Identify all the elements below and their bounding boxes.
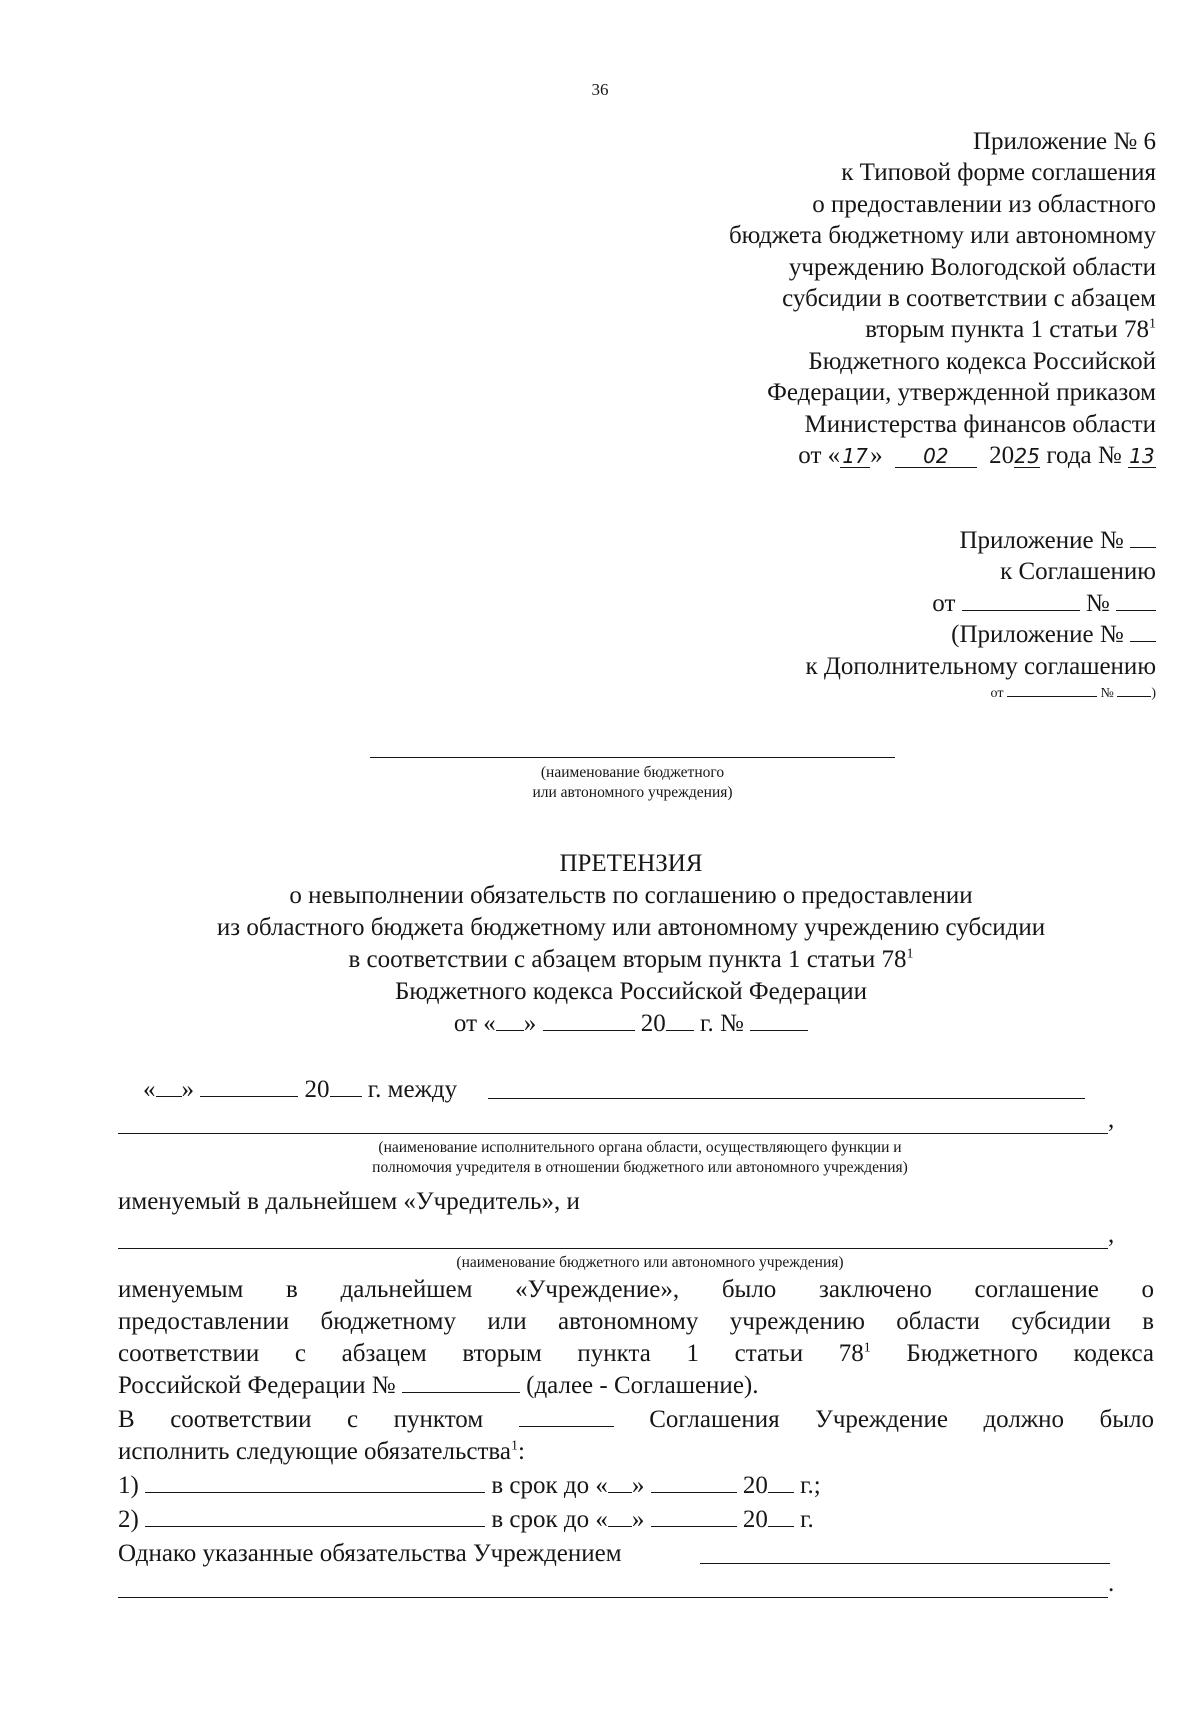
body-line: « » 20 г. между	[143, 1076, 458, 1103]
page-number: 36	[591, 80, 609, 99]
body-line: исполнить следующие обязательства$^1$:	[118, 1438, 525, 1465]
appendix-date-line: от « 17» 02 2025 года № 13	[798, 442, 1155, 470]
document-page: 36 Приложение № 6 к Типовой форме соглашения о предоставлении из областного бюджета бюджетному или автономному учреждению Вологодской области субсидии в соответствии с абзацем вторым пункта 1 статьи $78^1$ Бюджетного кодекса Российской Федерации, утвержденной приказом Министерства финансов области от « 17» 02 2025 года № 13 Приложение № к Соглашению от № (Приложение № к Дополнительному соглашению от № ) (наименование бюджетного или автономного учреждения) ПРЕТЕНЗИЯ о невыполнении обязательств по соглашению о предоставлении из областного бюджета бюджетному или автономному учреждению субсидии в соответствии с абзацем вторым пункта 1 статьи $78^1$ Бюджетного кодекса Российской Федерации от « » 20 г. № « » 20 г. между , (наименование исполнительного органа области, осуществляющего функции и полномочия учредителя в отношении бюджетного или автономного учреждения) именуемый в дальнейшем «Учредитель», и , (наименование бюджетного или автономного учреждения) именуемым в дальнейшем «Учреждение», было заключено соглашение о предоставлении бюджетному или автономному учреждению области субсидии в соответствии с абзацем вторым пункта 1 статьи $78^1$ Бюджетного кодекса Российской Федерации № (далее - Соглашение). В соответствии с пунктом Соглашения Учреждение должно было исполнить следующие обязательства$^1$: 1) в срок до « » 20 г.; 2) в срок до « » 20 г. Однако указанные обязательства Учреждением .	[0, 0, 1200, 1722]
institution-name-line	[370, 757, 895, 758]
party-name-line	[488, 1098, 1085, 1099]
blank-field	[330, 1076, 362, 1097]
body-line: именуемым в дальнейшем «Учреждение», было заключено соглашение о	[118, 1276, 1154, 1303]
body-line: Российской Федерации № (далее - Соглашение).	[118, 1372, 759, 1399]
blank-field	[402, 1372, 520, 1393]
title-line: в соответствии с абзацем вторым пункта 1 статьи $78^1$	[348, 946, 914, 973]
blank-field	[651, 1506, 737, 1527]
agreement-header: Приложение № к Соглашению от № (Приложение № к Дополнительному соглашению от № )	[805, 527, 1156, 702]
blank-field	[118, 1597, 1108, 1598]
blank-field	[750, 1010, 808, 1031]
blank-field	[651, 1472, 737, 1493]
blank-field	[200, 1076, 298, 1097]
body-line: соответствии с абзацем вторым пункта 1 статьи $78^1$ Бюджетного кодекса	[118, 1340, 1155, 1367]
title-line: Бюджетного кодекса Российской Федерации	[395, 978, 867, 1005]
blank-field	[156, 1076, 182, 1097]
title-line: о невыполнении обязательств по соглашению о предоставлении	[289, 882, 973, 909]
appendix-line: Бюджетного кодекса Российской	[808, 347, 1156, 375]
obligation-item: 2) в срок до « » 20 г.	[118, 1506, 814, 1533]
handwritten-day: 17	[840, 445, 870, 468]
appendix-line: учреждению Вологодской области	[788, 253, 1156, 281]
blank-field	[962, 590, 1080, 611]
appendix-line: вторым пункта 1 статьи $78^1$	[865, 316, 1156, 344]
blank-field	[608, 1472, 632, 1493]
body-line: В соответствии с пунктом Соглашения Учреждение должно было	[118, 1406, 1155, 1433]
blank-field	[543, 1010, 635, 1031]
party-name-line	[118, 1133, 1108, 1134]
blank-field	[768, 1506, 794, 1527]
blank-field	[519, 1406, 614, 1427]
appendix-line: субсидии в соответствии с абзацем	[782, 285, 1156, 313]
institution-name-line	[118, 1248, 1108, 1249]
appendix-line: Приложение № 6	[972, 128, 1156, 155]
obligation-item: 1) в срок до « » 20 г.;	[118, 1472, 821, 1499]
appendix-line: Федерации, утвержденной приказом	[767, 379, 1156, 407]
appendix-line: к Типовой форме соглашения	[841, 159, 1156, 187]
blank-field	[666, 1010, 694, 1031]
handwritten-month: 02	[895, 445, 977, 468]
blank-field	[768, 1472, 794, 1493]
blank-field	[608, 1506, 632, 1527]
title-line: из областного бюджета бюджетному или автономному учреждению субсидии	[216, 914, 1046, 941]
blank-field	[145, 1506, 485, 1527]
title-date-line: от « » 20 г. №	[0, 1008, 1200, 1039]
body-line: предоставлении бюджетному или автономному учреждению области субсидии в	[118, 1308, 1154, 1335]
blank-field	[1130, 527, 1156, 548]
blank-field	[1130, 621, 1156, 642]
blank-field	[496, 1010, 524, 1031]
founder-caption: (наименование исполнительного органа области, осуществляющего функции и полномочия учредителя в отношении бюджетного или автономного учреждения)	[372, 1139, 908, 1176]
institution-caption: (наименование бюджетного или автономного учреждения)	[532, 764, 733, 801]
handwritten-year: 25	[1014, 444, 1040, 469]
appendix-line: бюджета бюджетному или автономному	[728, 222, 1156, 250]
blank-field	[700, 1563, 1110, 1564]
blank-field	[1116, 590, 1156, 611]
handwritten-number: 13	[1129, 444, 1155, 469]
claim-title: ПРЕТЕНЗИЯ	[559, 850, 703, 877]
appendix-line: Министерства финансов области	[804, 410, 1156, 438]
blank-field	[145, 1472, 485, 1493]
blank-field	[1007, 682, 1097, 697]
appendix-line: о предоставлении из областного	[812, 190, 1156, 218]
appendix-header	[729, 126, 1156, 471]
body-line: Однако указанные обязательства Учреждением	[118, 1540, 622, 1567]
body-line: именуемый в дальнейшем «Учредитель», и	[118, 1188, 580, 1215]
blank-field	[1117, 682, 1151, 697]
institution-caption-2: (наименование бюджетного или автономного учреждения)	[456, 1254, 844, 1271]
